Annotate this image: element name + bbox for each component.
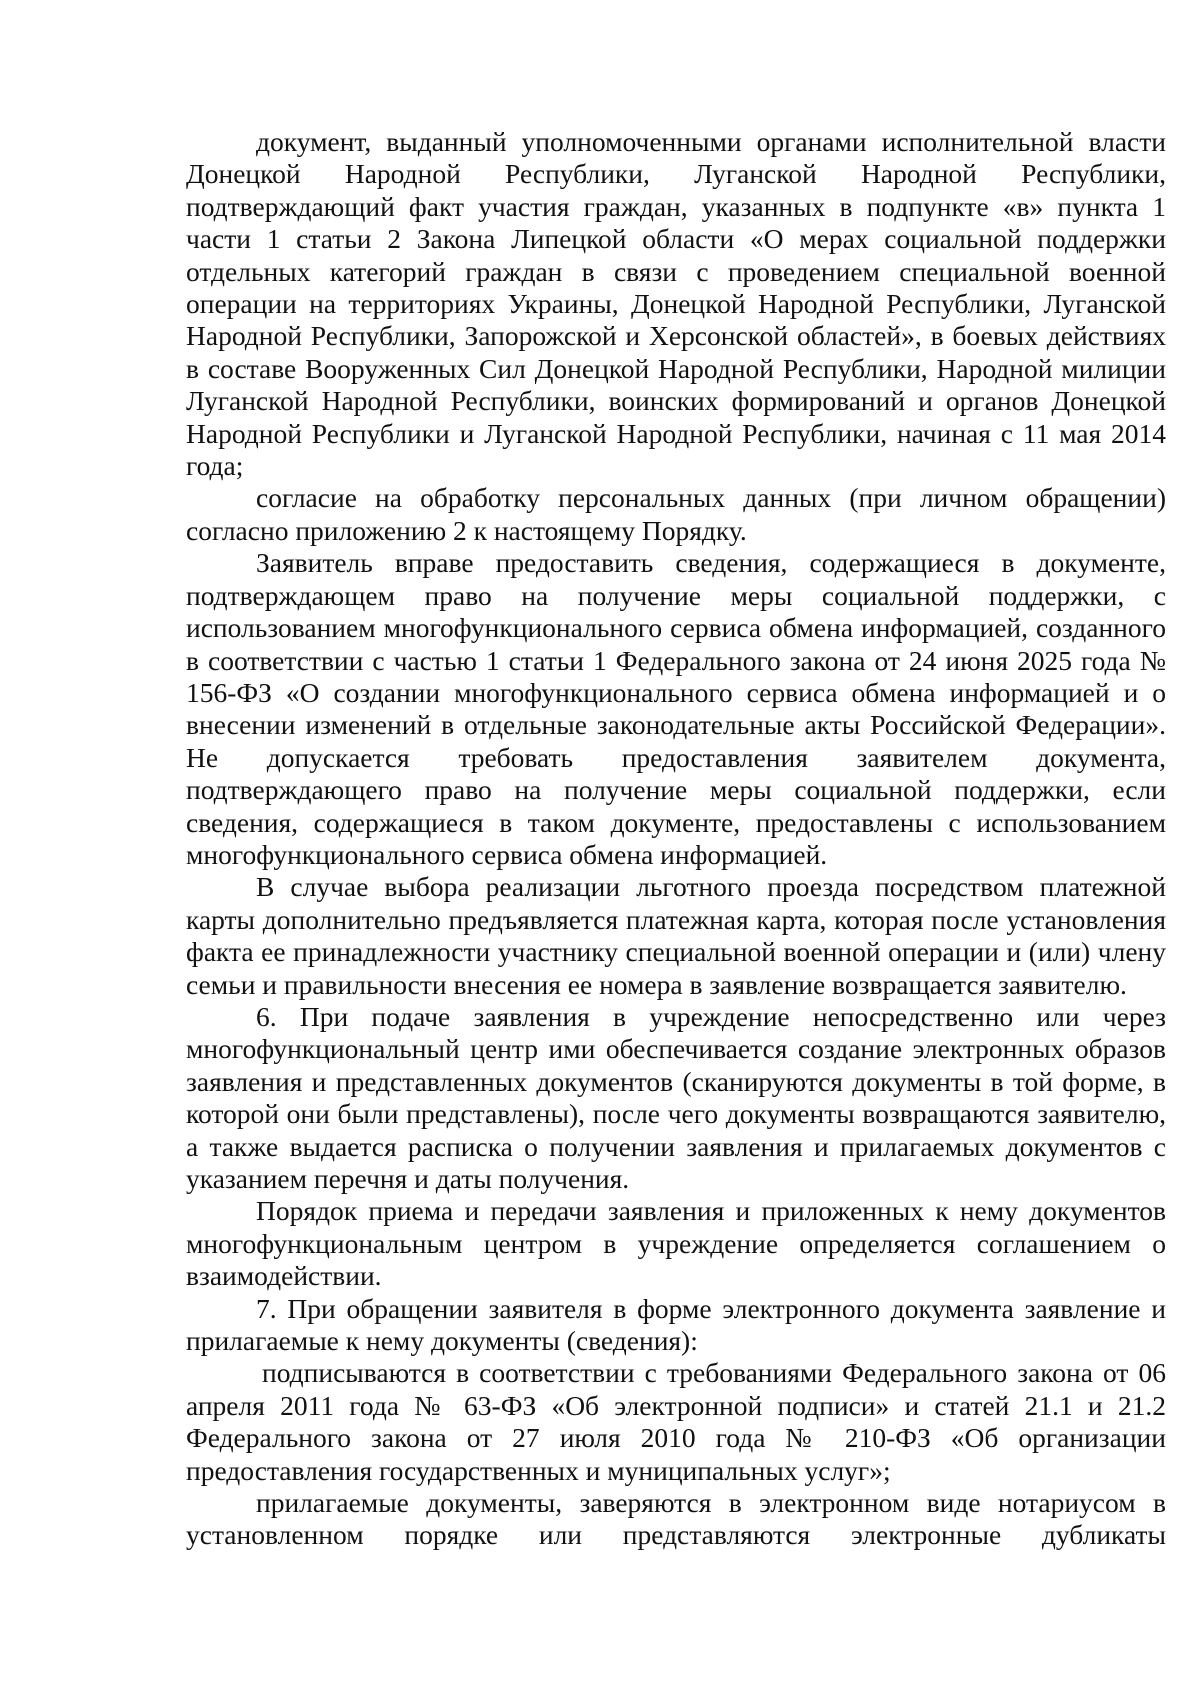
document-body [186, 126, 1166, 1552]
paragraph-item-7: 7. При обращении заявителя в форме электронного документа заявление и прилагаемые к нему документы (сведения): [186, 1292, 1166, 1357]
paragraph-payment-card: В случае выбора реализации льготного проезда посредством платежной карты дополнительно предъявляется платежная карта, которая после установления факта ее принадлежности участнику специальной военной операции и (или) члену семьи и правильности внесения ее номера в заявление возвращается заявителю. [186, 871, 1166, 1000]
paragraph-procedure: Порядок приема и передачи заявления и приложенных к нему документов многофункциональным центром в учреждение определяется соглашением о взаимодействии. [186, 1195, 1166, 1292]
paragraph-document-dnr-lnr: документ, выданный уполномоченными органами исполнительной власти Донецкой Народной Республики, Луганской Народной Республики, подтверждающий факт участия граждан, указанных в подпункте «в» пункта 1 части 1 статьи 2 Закона Липецкой области «О мерах социальной поддержки отдельных категорий граждан в связи с проведением специальной военной операции на территориях Украины, Донецкой Народной Республики, Луганской Народной Республики, Запорожской и Херсонской областей», в боевых действиях в составе Вооруженных Сил Донецкой Народной Республики, Народной милиции Луганской Народной Республики, воинских формирований и органов Донецкой Народной Республики и Луганской Народной Республики, начиная с 11 мая 2014 года; [186, 126, 1166, 482]
paragraph-item-6: 6. При подаче заявления в учреждение непосредственно или через многофункциональный центр ими обеспечивается создание электронных образов заявления и представленных документов (сканируются документы в той форме, в которой они были представлены), после чего документы возвращаются заявителю, а также выдается расписка о получении заявления и прилагаемых документов с указанием перечня и даты получения. [186, 1000, 1166, 1194]
paragraph-attached-docs: прилагаемые документы, заверяются в электронном виде нотариусом в установленном порядке или представляются электронные дубликаты [186, 1487, 1166, 1551]
paragraph-applicant-right: Заявитель вправе предоставить сведения, содержащиеся в документе, подтверждающем право на получение меры социальной поддержки, с использованием многофункционального сервиса обмена информацией, созданного в соответствии с частью 1 статьи 1 Федерального закона от 24 июня 2025 года № 156-ФЗ «О создании многофункционального сервиса обмена информацией и о внесении изменений в отдельные законодательные акты Российской Федерации». Не допускается требовать предоставления заявителем документа, подтверждающего право на получение меры социальной поддержки, если сведения, содержащиеся в таком документе, предоставлены с использованием многофункционального сервиса обмена информацией. [186, 547, 1166, 870]
paragraph-consent: согласие на обработку персональных данных (при личном обращении) согласно приложению 2 к настоящему Порядку. [186, 482, 1166, 546]
paragraph-signed: подписываются в соответствии с требованиями Федерального закона от 06 апреля 2011 года № 63-ФЗ «Об электронной подписи» и статей 21.1 и 21.2 Федерального закона от 27 июля 2010 года № 210-ФЗ «Об организации предоставления государственных и муниципальных услуг»; [186, 1357, 1166, 1486]
